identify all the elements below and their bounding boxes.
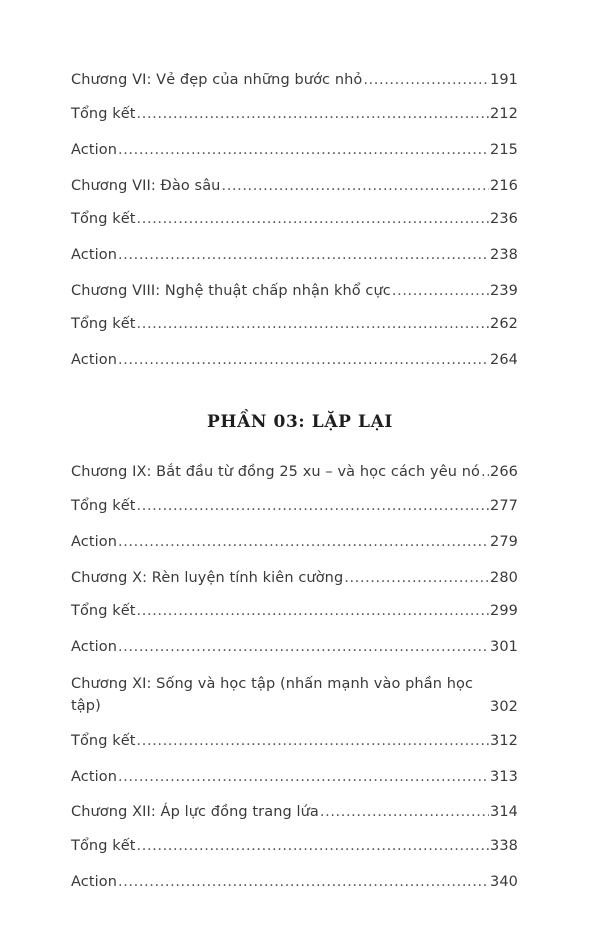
toc-entry-title: Tổng kết [71, 498, 136, 514]
toc-entry[interactable] [71, 314, 518, 334]
toc-entry[interactable] [71, 176, 518, 196]
toc-entry-title: Tổng kết [71, 316, 136, 332]
dot-leader [344, 568, 489, 588]
toc-entry[interactable] [71, 673, 518, 717]
toc-entry[interactable] [71, 802, 518, 822]
toc-entry[interactable] [71, 496, 518, 516]
toc-entry-page: 266 [490, 464, 518, 480]
dot-leader [118, 350, 489, 370]
toc-entry-title: Chương VII: Đào sâu [71, 178, 221, 194]
toc-entry-page: 301 [490, 639, 518, 655]
dot-leader [137, 496, 489, 516]
toc-entry-title: Tổng kết [71, 838, 136, 854]
dot-leader [363, 70, 489, 90]
toc-list-part-02 [71, 70, 518, 370]
toc-entry-title: Chương VIII: Nghệ thuật chấp nhận khổ cực [71, 283, 391, 299]
toc-entry[interactable] [71, 70, 518, 90]
toc-entry-title: Chương X: Rèn luyện tính kiên cường [71, 570, 344, 586]
toc-entry-title: Action [71, 534, 118, 550]
dot-leader [137, 104, 489, 124]
toc-entry-title: Chương XII: Áp lực đồng trang lứa [71, 804, 319, 820]
dot-leader [392, 281, 489, 301]
dot-leader [137, 731, 489, 751]
dot-leader [221, 176, 489, 196]
dot-leader [320, 802, 489, 822]
toc-entry[interactable] [71, 767, 518, 787]
toc-entry-page: 280 [490, 570, 518, 586]
dot-leader [118, 767, 489, 787]
toc-entry-page: 238 [490, 247, 518, 263]
toc-entry-page: 277 [490, 498, 518, 514]
toc-entry[interactable] [71, 532, 518, 552]
toc-entry[interactable] [71, 872, 518, 892]
dot-leader [118, 637, 489, 657]
toc-entry[interactable] [71, 350, 518, 370]
toc-entry-page: 191 [490, 72, 518, 88]
toc-entry-page: 302 [490, 699, 518, 715]
toc-entry-title: Action [71, 142, 118, 158]
dot-leader [137, 209, 489, 229]
toc-entry-title: Action [71, 769, 118, 785]
toc-entry-title: Tổng kết [71, 106, 136, 122]
dot-leader [137, 601, 489, 621]
dot-leader [118, 140, 489, 160]
dot-leader [137, 314, 489, 334]
toc-entry[interactable] [71, 209, 518, 229]
toc-entry-title: Tổng kết [71, 211, 136, 227]
toc-entry-page: 312 [490, 733, 518, 749]
toc-entry-title: Action [71, 247, 118, 263]
toc-entry-title: Chương VI: Vẻ đẹp của những bước nhỏ [71, 72, 363, 88]
toc-entry-page: 314 [490, 804, 518, 820]
toc-entry[interactable] [71, 245, 518, 265]
toc-entry[interactable] [71, 104, 518, 124]
dot-leader [118, 532, 489, 552]
toc-entry-page: 340 [490, 874, 518, 890]
toc-entry[interactable] [71, 568, 518, 588]
toc-entry-page: 262 [490, 316, 518, 332]
toc-entry[interactable] [71, 836, 518, 856]
toc-entry[interactable] [71, 601, 518, 621]
toc-entry[interactable] [71, 731, 518, 751]
toc-entry-title: Action [71, 639, 118, 655]
section-heading: PHẦN 03: LẶP LẠI [207, 412, 393, 432]
toc-entry-title: Chương XI: Sống và học tập (nhấn mạnh vào phần học tập) [71, 676, 474, 714]
toc-entry-page: 239 [490, 283, 518, 299]
dot-leader [118, 872, 489, 892]
toc-entry[interactable] [71, 140, 518, 160]
toc-entry-title: Chương IX: Bắt đầu từ đồng 25 xu – và học cách yêu nó [71, 464, 480, 480]
dot-leader [118, 245, 489, 265]
toc-entry-page: 216 [490, 178, 518, 194]
dot-leader [481, 462, 489, 482]
toc-entry-page: 279 [490, 534, 518, 550]
toc-entry-page: 264 [490, 352, 518, 368]
toc-entry-page: 236 [490, 211, 518, 227]
toc-entry-page: 313 [490, 769, 518, 785]
toc-entry-title: Tổng kết [71, 733, 136, 749]
toc-entry-title: Tổng kết [71, 603, 136, 619]
toc-entry[interactable] [71, 462, 518, 482]
toc-entry[interactable] [71, 637, 518, 657]
toc-entry-page: 215 [490, 142, 518, 158]
dot-leader [137, 836, 489, 856]
toc-list-part-03 [71, 462, 518, 892]
toc-entry-page: 212 [490, 106, 518, 122]
toc-entry[interactable] [71, 281, 518, 301]
toc-entry-title: Action [71, 352, 118, 368]
toc-entry-page: 299 [490, 603, 518, 619]
toc-entry-title: Action [71, 874, 118, 890]
toc-entry-page: 338 [490, 838, 518, 854]
